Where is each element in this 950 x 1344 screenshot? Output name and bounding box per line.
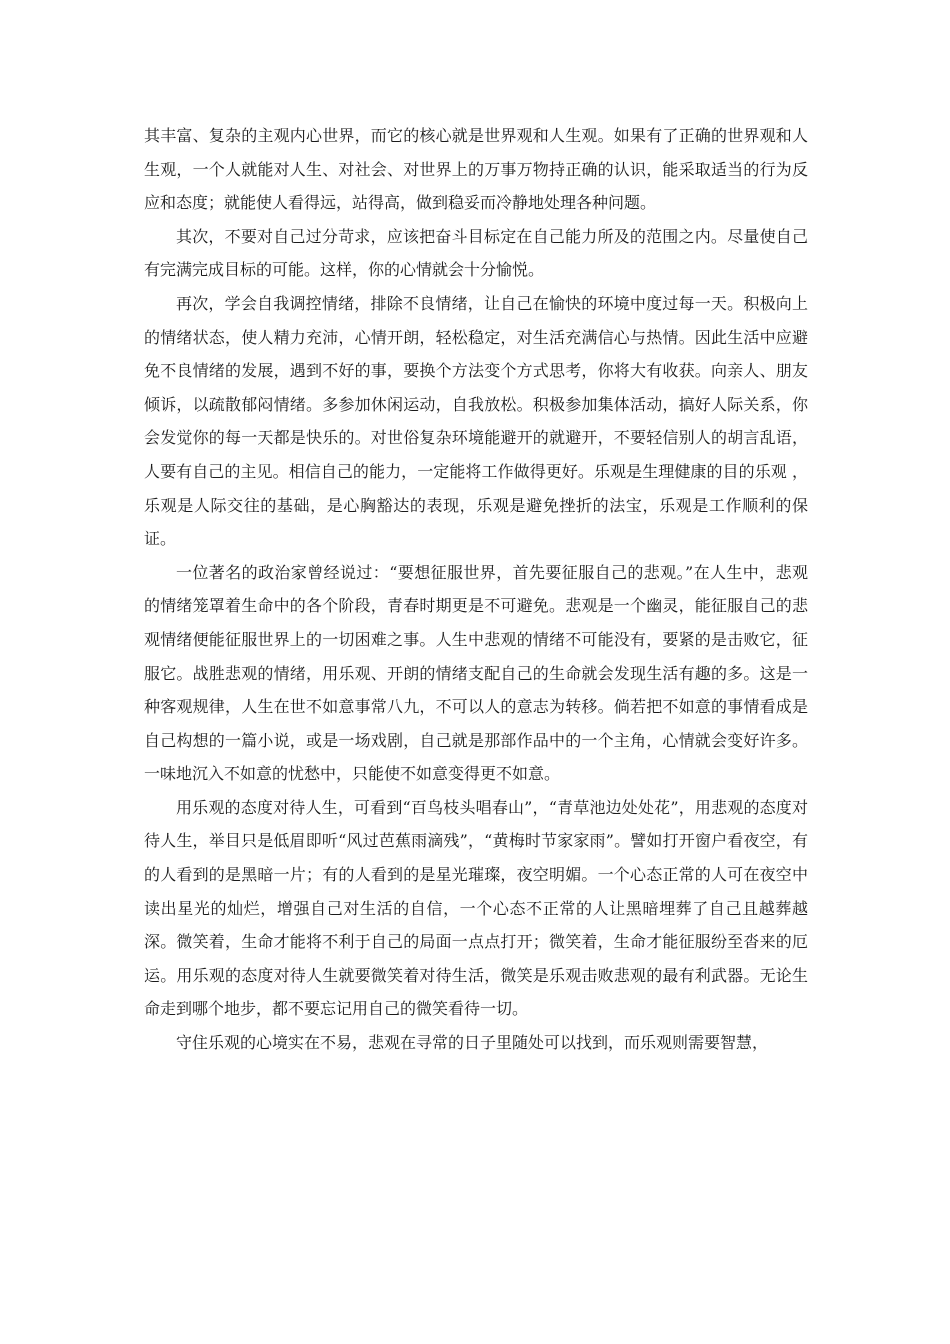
paragraph: 守住乐观的心境实在不易，悲观在寻常的日子里随处可以找到，而乐观则需要智慧， xyxy=(176,1033,769,1053)
paragraph: 用乐观的态度对待人生，可看到“百鸟枝头唱春山”，“青草池边处处花”，用悲观的态度对待人生，举目只是低眉即听“风过芭蕉雨滴残”，“黄梅时节家家雨”。譬如打开窗户看夜空，有的人看到的是黑暗一片；有的人看到的是星光璀璨，夜空明媚。一个心态正常的人可在夜空中读出星光的灿烂，增强自己对生活的自信，一个心态不正常的人让黑暗埋葬了自己且越葬越深。微笑着，生命才能将不利于自己的局面一点点打开；微笑着，生命才能征服纷至沓来的厄运。用乐观的态度对待人生就要微笑着对待生活，微笑是乐观击败悲观的最有利武器。无论生命走到哪个地步，都不要忘记用自己的微笑看待一切。 xyxy=(144,797,808,1019)
paragraph: 再次，学会自我调控情绪，排除不良情绪，让自己在愉快的环境中度过每一天。积极向上的情绪状态，使人精力充沛，心情开朗，轻松稳定，对生活充满信心与热情。因此生活中应避免不良情绪的发展，遇到不好的事，要换个方法变个方式思考，你将大有收获。向亲人、朋友倾诉，以疏散郁闷情绪。多参加休闲运动，自我放松。积极参加集体活动，搞好人际关系，你会发觉你的每一天都是快乐的。对世俗复杂环境能避开的就避开，不要轻信别人的胡言乱语，人要有自己的主见。相信自己的能力，一定能将工作做得更好。乐观是生理健康的目的乐观 ，乐观是人际交往的基础，是心胸豁达的表现，乐观是避免挫折的法宝，乐观是工作顺利的保证。 xyxy=(144,293,808,549)
paragraph-continued: 其丰富、复杂的主观内心世界，而它的核心就是世界观和人生观。如果有了正确的世界观和人生观，一个人就能对人生、对社会、对世界上的万事万物持正确的认识，能采取适当的行为反应和态度；就能使人看得远，站得高，做到稳妥而冷静地处理各种问题。 xyxy=(144,126,808,213)
document-body xyxy=(144,119,808,1060)
paragraph: 其次，不要对自己过分苛求，应该把奋斗目标定在自己能力所及的范围之内。尽量使自己有完满完成目标的可能。这样，你的心情就会十分愉悦。 xyxy=(144,226,808,280)
paragraph: 一位著名的政治家曾经说过：“要想征服世界，首先要征服自己的悲观。”在人生中，悲观的情绪笼罩着生命中的各个阶段，青春时期更是不可避免。悲观是一个幽灵，能征服自己的悲观情绪便能征服世界上的一切困难之事。人生中悲观的情绪不可能没有，要紧的是击败它，征服它。战胜悲观的情绪，用乐观、开朗的情绪支配自己的生命就会发现生活有趣的多。这是一种客观规律，人生在世不如意事常八九，不可以人的意志为转移。倘若把不如意的事情看成是自己构想的一篇小说，或是一场戏剧，自己就是那部作品中的一个主角，心情就会变好许多。一味地沉入不如意的忧愁中，只能使不如意变得更不如意。 xyxy=(144,562,808,784)
